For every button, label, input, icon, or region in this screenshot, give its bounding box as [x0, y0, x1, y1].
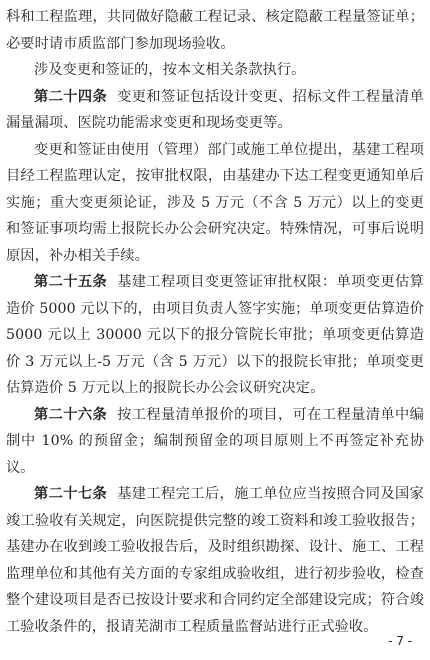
article-25 — [6, 269, 424, 402]
paragraph-text: 按工程量清单报价的项目，可在工程量清单中编制中 10% 的预留金；编制预留金的项目原则上不再签定补充协议。 — [6, 406, 424, 476]
paragraph-text: 变更和签证由使用（管理）部门或施工单位提出，基建工程项目经工程监理认定，按审批权限，由基建办下达工程变更通知单后实施；重大变更须论证，涉及 5 万元（不含 5 万元）以上的变更和签证事项均需上报院长办公会研究决定。特殊情况，可事后说明原因，补办相关手续。 — [6, 141, 424, 264]
article-heading: 第二十六条 — [34, 406, 108, 423]
article-27 — [6, 481, 424, 640]
paragraph — [6, 57, 424, 84]
paragraph-text: 变更和签证包括设计变更、招标文件工程量清单漏量漏项、医院功能需求变更和现场变更等。 — [6, 88, 424, 131]
paragraph-text: 涉及变更和签证的，按本文相关条款执行。 — [34, 62, 306, 78]
article-heading: 第二十七条 — [34, 486, 108, 502]
paragraph-continued — [6, 4, 424, 57]
paragraph — [6, 137, 424, 270]
article-26 — [6, 402, 424, 482]
paragraph-text: 基建工程完工后，施工单位应当按照合同及国家竣工验收有关规定，向医院提供完整的竣工资料和竣工验收报告；基建办在收到竣工验收报告后，及时组织勘探、设计、施工、工程监理单位和其他有关方面的专家组成验收组，进行初步验收，检查整个建设项目是否已按设计要求和合同约定全部建设完成；符合竣工验收条件的，报请芜湖市工程质量监督站进行正式验收。 — [6, 486, 424, 635]
article-heading: 第二十四条 — [34, 88, 108, 105]
paragraph-text: 基建工程项目变更签证审批权限：单项变更估算造价 5000 元以下的，由项目负责人签字实施；单项变更估算造价 5000 元以上 30000 元以下的报分管院长审批；单项变更估算造价 3 万元以上-5 万元（含 5 万元）以下的报院长审批；单项变更估算造价 5 万元以上的报院长办公会议研究决定。 — [6, 274, 424, 396]
article-heading: 第二十五条 — [34, 274, 108, 290]
article-24 — [6, 84, 424, 137]
paragraph-text: 科和工程监理，共同做好隐蔽工程记录、核定隐蔽工程量签证单；必要时请市质监部门参加现场验收。 — [6, 9, 424, 52]
page-number: - 7 - — [388, 634, 412, 648]
body-text — [6, 4, 424, 640]
